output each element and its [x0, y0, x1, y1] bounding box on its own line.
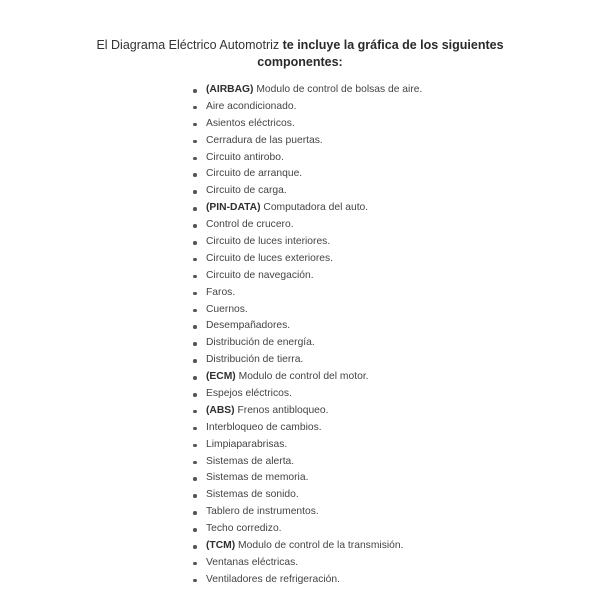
bullet-icon — [193, 207, 197, 211]
list-item-tag: (AIRBAG) — [206, 84, 254, 95]
list-item — [190, 200, 422, 217]
list-item — [190, 217, 422, 234]
list-item — [190, 234, 422, 251]
bullet-icon — [193, 511, 197, 515]
list-item — [190, 352, 422, 369]
bullet-icon — [193, 494, 197, 498]
list-item-text: Cerradura de las puertas. — [206, 134, 323, 146]
list-item-text: Circuito de carga. — [206, 185, 287, 197]
bullet-icon — [193, 325, 197, 329]
bullet-icon — [193, 241, 197, 245]
bullet-icon — [193, 258, 197, 262]
list-item-text: Modulo de control del motor. — [235, 371, 369, 383]
list-item-text: Modulo de control de la transmisión. — [235, 540, 404, 552]
list-item-text: Circuito antirobo. — [206, 151, 284, 163]
list-item-text: Frenos antibloqueo. — [234, 404, 329, 416]
list-item-text: Circuito de luces interiores. — [206, 236, 331, 248]
bullet-icon — [193, 359, 197, 363]
bullet-icon — [193, 444, 197, 448]
bullet-icon — [193, 477, 197, 481]
bullet-icon — [193, 342, 197, 346]
list-item-text: Circuito de arranque. — [206, 168, 303, 180]
list-item-text: Desempañadores. — [206, 320, 291, 332]
list-item — [190, 150, 422, 167]
bullet-icon — [193, 190, 197, 194]
list-item-text: Aire acondicionado. — [206, 100, 297, 112]
bullet-icon — [193, 123, 197, 127]
list-item — [190, 318, 422, 335]
list-item-text: Tablero de instrumentos. — [206, 506, 319, 518]
list-item-text: Interbloqueo de cambios. — [206, 421, 322, 433]
bullet-icon — [193, 309, 197, 313]
list-item — [190, 470, 422, 487]
list-item-text: Faros. — [206, 286, 236, 298]
heading-plain-text: El Diagrama Eléctrico Automotriz — [96, 38, 283, 52]
list-item-tag: (ABS) — [206, 404, 235, 416]
list-item-text: Circuito de luces exteriores. — [206, 252, 334, 264]
list-item — [190, 369, 422, 386]
bullet-icon — [193, 410, 197, 414]
bullet-icon — [193, 528, 197, 532]
list-item — [190, 251, 422, 268]
list-item — [190, 437, 422, 454]
list-item-text: Distribución de energía. — [206, 337, 315, 349]
heading-line-2: componentes: — [257, 55, 343, 69]
bullet-icon — [193, 157, 197, 161]
list-item-tag: (PIN-DATA) — [206, 202, 261, 214]
list-item — [190, 285, 422, 302]
list-item-text: Distribución de tierra. — [206, 354, 304, 366]
list-item-text: Computadora del auto. — [260, 202, 369, 214]
bullet-icon — [193, 173, 197, 177]
list-item — [190, 82, 422, 99]
list-item-text: Ventanas eléctricas. — [206, 556, 299, 568]
list-item — [190, 183, 422, 200]
list-item-text: Techo corredizo. — [206, 523, 282, 535]
list-item-text: Sistemas de sonido. — [206, 489, 299, 501]
bullet-icon — [193, 376, 197, 380]
list-item — [190, 538, 422, 555]
bullet-icon — [193, 393, 197, 397]
list-item-text: Limpiaparabrisas. — [206, 438, 288, 450]
heading-line-1 — [0, 37, 600, 54]
list-item-tag: (TCM) — [206, 540, 236, 552]
page-heading — [0, 37, 600, 71]
list-item — [190, 454, 422, 471]
list-item — [190, 116, 422, 133]
bullet-icon — [193, 545, 197, 549]
list-item — [190, 302, 422, 319]
list-item-text: Asientos eléctricos. — [206, 117, 295, 129]
list-item — [190, 487, 422, 504]
list-item — [190, 166, 422, 183]
list-item — [190, 99, 422, 116]
bullet-icon — [193, 579, 197, 583]
bullet-icon — [193, 140, 197, 144]
list-item — [190, 268, 422, 285]
list-item — [190, 420, 422, 437]
list-item-text: Ventiladores de refrigeración. — [206, 573, 340, 585]
bullet-icon — [193, 461, 197, 465]
bullet-icon — [193, 224, 197, 228]
bullet-icon — [193, 292, 197, 296]
list-item — [190, 521, 422, 538]
list-item — [190, 403, 422, 420]
bullet-icon — [193, 89, 197, 93]
list-item — [190, 572, 422, 589]
list-item-text: Control de crucero. — [206, 219, 294, 231]
list-item-text: Sistemas de alerta. — [206, 455, 295, 467]
list-item — [190, 386, 422, 403]
bullet-icon — [193, 106, 197, 110]
list-item-text: Sistemas de memoria. — [206, 472, 309, 484]
heading-bold-text: te incluye la gráfica de los siguientes — [282, 38, 504, 52]
bullet-icon — [193, 562, 197, 566]
list-item — [190, 133, 422, 150]
list-item-text: Espejos eléctricos. — [206, 388, 292, 400]
list-item-text: Cuernos. — [206, 303, 248, 315]
list-item-text: Circuito de navegación. — [206, 269, 314, 281]
list-item-text: Modulo de control de bolsas de aire. — [253, 84, 423, 95]
bullet-icon — [193, 427, 197, 431]
bullet-icon — [193, 275, 197, 279]
list-item — [190, 335, 422, 352]
list-item-tag: (ECM) — [206, 371, 236, 383]
list-item — [190, 555, 422, 572]
list-item — [190, 504, 422, 521]
component-list — [190, 82, 422, 589]
